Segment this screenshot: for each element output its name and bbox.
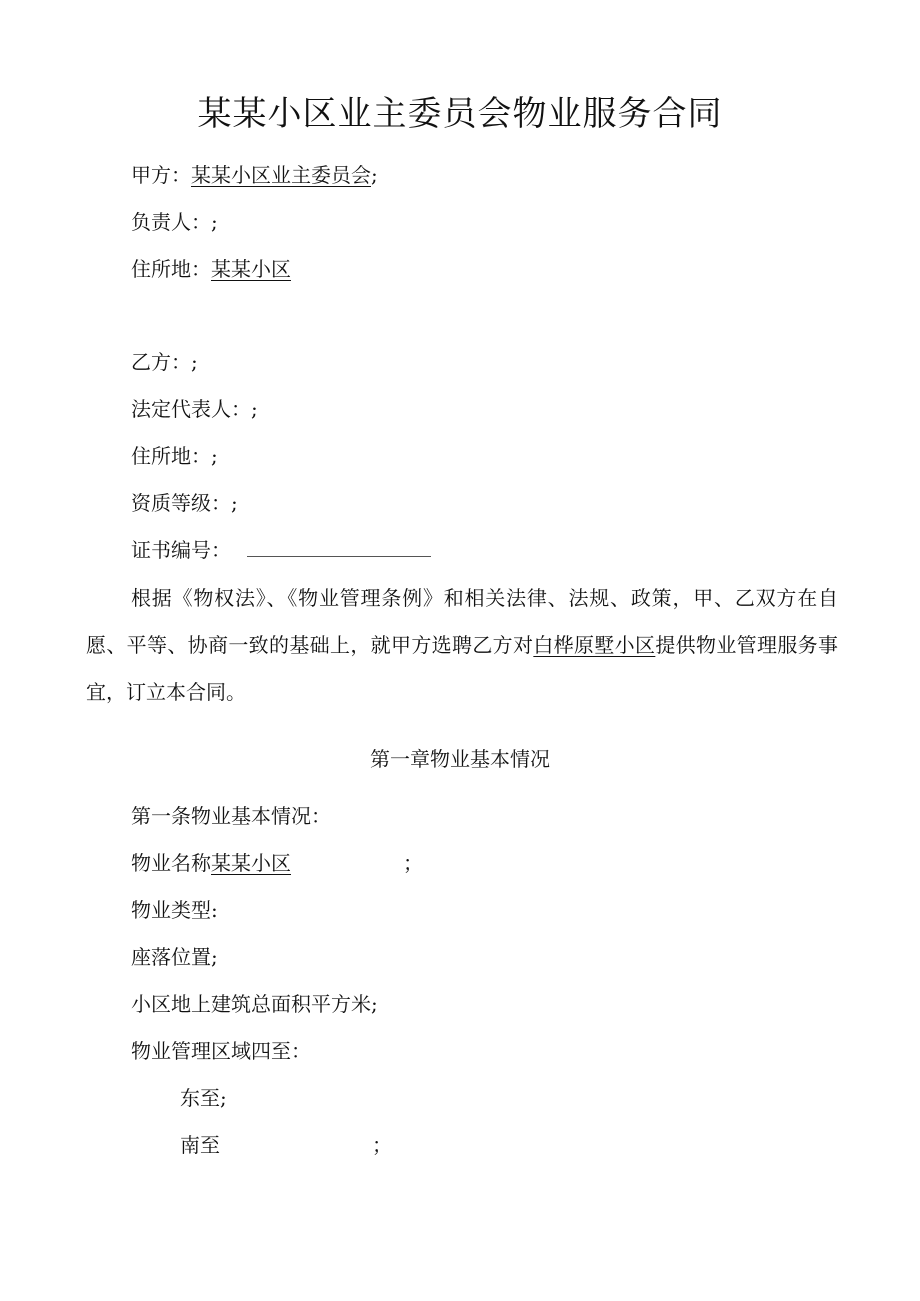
preamble-before: 根据《物权法》、《物业管理条例》和相关法律、法规、政策，甲、乙双方在自愿、平等、协商一致的基础上，就甲方选聘乙方对 (86, 586, 838, 657)
party-b-certificate-label: 证书编号： (131, 538, 231, 562)
total-building-area: 小区地上建筑总面积平方米; (131, 992, 378, 1016)
party-a-person-in-charge: 负责人：; (131, 210, 218, 234)
party-a-address-label: 住所地： (131, 257, 211, 281)
preamble-property: 白桦原墅小区 (533, 633, 656, 657)
party-b-address: 住所地：; (131, 444, 218, 468)
management-boundaries: 物业管理区域四至： (131, 1039, 311, 1063)
preamble-after: 提供物业管理服务事宜，订立本合同。 (86, 633, 839, 704)
boundary-south-label: 南至 (180, 1133, 220, 1157)
party-a-line (131, 160, 378, 190)
boundary-south-suffix: ； (372, 1133, 392, 1157)
property-name-label: 物业名称 (131, 851, 211, 875)
article-1-heading: 第一条物业基本情况： (131, 804, 331, 828)
property-type: 物业类型: (131, 898, 218, 922)
property-name: 某某小区 (211, 851, 291, 875)
party-b-qualification: 资质等级：; (131, 491, 238, 515)
preamble-paragraph (86, 575, 838, 716)
party-b-legal-rep: 法定代表人：; (131, 397, 258, 421)
property-location: 座落位置; (131, 945, 218, 969)
certificate-blank-line (247, 538, 431, 557)
boundary-south-line (180, 1130, 392, 1160)
party-a-address-line (131, 254, 291, 284)
chapter-1-title: 第一章物业基本情况 (370, 747, 550, 771)
party-a-name: 某某小区业主委员会 (191, 163, 371, 187)
property-name-line (131, 848, 423, 878)
property-name-suffix: ； (403, 851, 423, 875)
contract-title: 某某小区业主委员会物业服务合同 (197, 94, 723, 134)
party-b-label: 乙方：; (131, 350, 198, 374)
party-a-label: 甲方： (131, 163, 191, 187)
party-a-address: 某某小区 (211, 257, 291, 281)
party-a-suffix: ; (371, 163, 378, 187)
boundary-east: 东至; (180, 1086, 227, 1110)
party-b-certificate-line (131, 535, 431, 565)
